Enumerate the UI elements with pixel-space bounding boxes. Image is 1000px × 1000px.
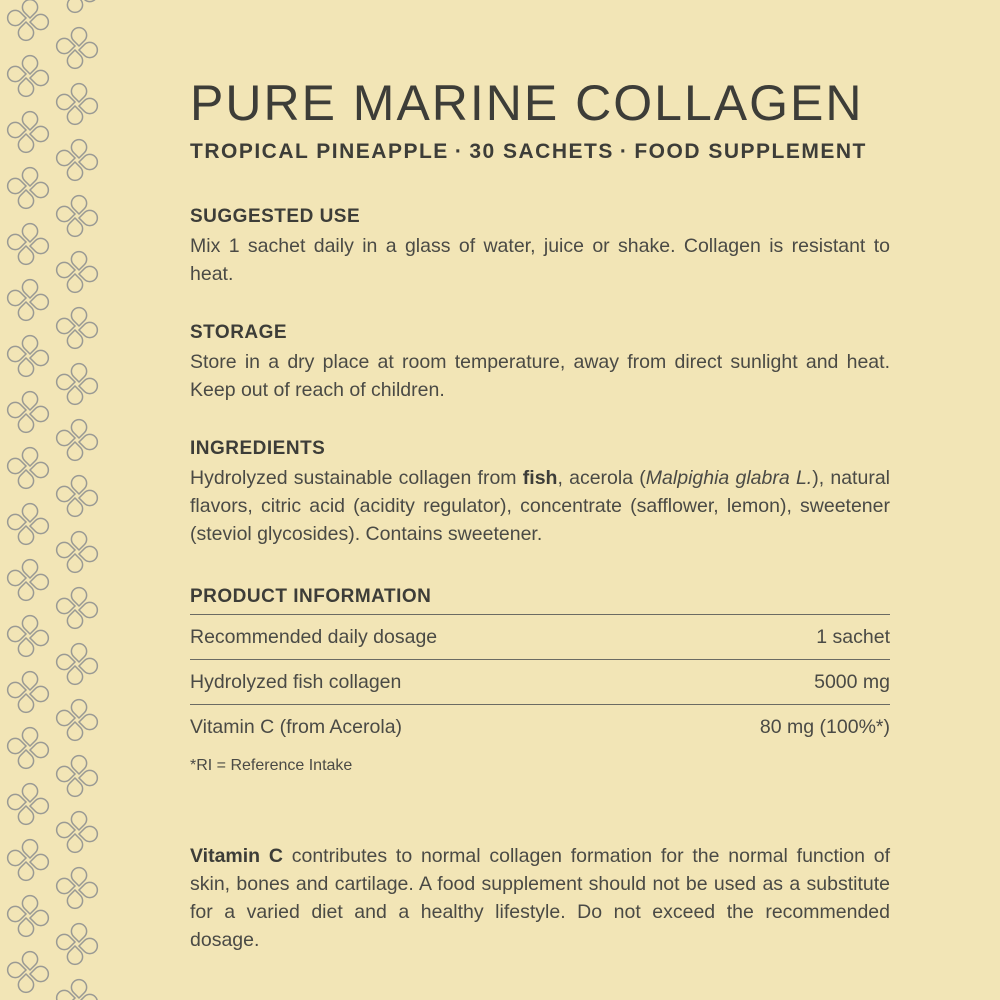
- suggested-use-heading: SUGGESTED USE: [190, 206, 361, 227]
- suggested-use-text: Mix 1 sachet daily in a glass of water, juice or shake. Collagen is resistant to heat.: [190, 235, 890, 285]
- pattern-motif-icon: [2, 442, 53, 493]
- storage-text: Store in a dry place at room temperature, away from direct sunlight and heat. Keep out of reach of children.: [190, 351, 890, 401]
- info-row: [190, 659, 890, 704]
- pattern-motif-icon: [51, 0, 102, 18]
- pattern-motif-icon: [51, 78, 102, 129]
- pattern-motif-icon: [2, 162, 53, 213]
- ingredients-text: [190, 464, 890, 548]
- pattern-motif-icon: [51, 694, 102, 745]
- product-information-section: [190, 586, 890, 775]
- pattern-motif-icon: [2, 778, 53, 829]
- latin-name: Malpighia glabra L.: [645, 467, 813, 489]
- info-row-value: 1 sachet: [816, 625, 890, 648]
- pattern-motif-icon: [51, 918, 102, 969]
- pattern-motif-icon: [2, 666, 53, 717]
- subtitle-separator: ·: [619, 140, 629, 163]
- pattern-motif-icon: [2, 722, 53, 773]
- closing-body: contributes to normal collagen formation for the normal function of skin, bones and cartilage. A food supplement should not be used as a substitute for a varied diet and a healthy lifestyle. Do not exceed the recommended dosage.: [190, 845, 891, 951]
- info-row: [190, 614, 890, 659]
- reference-intake-footnote: *RI = Reference Intake: [190, 757, 353, 774]
- ingredients-heading: INGREDIENTS: [190, 438, 326, 459]
- info-row-label: Hydrolyzed fish collagen: [190, 670, 402, 693]
- pattern-motif-icon: [2, 834, 53, 885]
- ingredients-text-middle: , acerola (: [557, 467, 646, 489]
- vitamin-c-lead: Vitamin C: [190, 845, 283, 867]
- pattern-motif-icon: [51, 414, 102, 465]
- subtitle-separator: ·: [454, 140, 464, 163]
- pattern-motif-icon: [51, 190, 102, 241]
- pattern-motif-icon: [2, 554, 53, 605]
- pattern-motif-icon: [51, 582, 102, 633]
- info-row: [190, 704, 890, 749]
- pattern-motif-icon: [51, 806, 102, 857]
- pattern-motif-icon: [51, 638, 102, 689]
- label-content: [190, 75, 890, 775]
- pattern-motif-icon: [51, 470, 102, 521]
- pattern-motif-icon: [51, 974, 102, 1000]
- flavor-label: TROPICAL PINEAPPLE: [190, 140, 449, 163]
- suggested-use-section: [190, 206, 890, 288]
- category-label: FOOD SUPPLEMENT: [634, 140, 867, 163]
- ingredients-text-start: Hydrolyzed sustainable collagen from: [190, 467, 523, 489]
- pattern-motif-icon: [51, 750, 102, 801]
- pattern-motif-icon: [2, 50, 53, 101]
- pattern-motif-icon: [2, 274, 53, 325]
- decorative-pattern: [0, 0, 105, 1000]
- pattern-motif-icon: [2, 0, 53, 46]
- pattern-motif-icon: [2, 890, 53, 941]
- ingredients-section: [190, 438, 890, 548]
- info-row-value: 80 mg (100%*): [759, 715, 890, 738]
- pattern-motif-icon: [51, 134, 102, 185]
- pattern-motif-icon: [2, 330, 53, 381]
- ingredients-text-end: ), natural flavors, citric acid (acidity regulator), concentrate (safflower, lemon), sweetener (steviol glycosides). Contains sweetener.: [190, 467, 890, 545]
- info-row-label: Vitamin C (from Acerola): [190, 715, 403, 738]
- pattern-motif-icon: [2, 386, 53, 437]
- pattern-motif-icon: [51, 358, 102, 409]
- pattern-motif-icon: [2, 106, 53, 157]
- storage-heading: STORAGE: [190, 322, 288, 343]
- info-row-label: Recommended daily dosage: [190, 625, 438, 648]
- pattern-motif-icon: [2, 498, 53, 549]
- pattern-motif-icon: [51, 22, 102, 73]
- quantity-label: 30 SACHETS: [469, 140, 614, 163]
- closing-text: [190, 842, 890, 954]
- allergen-fish: fish: [522, 467, 558, 489]
- product-information-heading: PRODUCT INFORMATION: [190, 586, 432, 607]
- storage-section: [190, 322, 890, 404]
- pattern-motif-icon: [2, 610, 53, 661]
- closing-statement: [190, 842, 890, 954]
- pattern-motif-icon: [2, 946, 53, 997]
- product-title: PURE MARINE COLLAGEN: [190, 75, 864, 131]
- info-row-value: 5000 mg: [814, 670, 890, 693]
- product-subtitle: [190, 140, 890, 164]
- pattern-motif-icon: [51, 862, 102, 913]
- pattern-motif-icon: [2, 218, 53, 269]
- pattern-motif-icon: [51, 526, 102, 577]
- pattern-motif-icon: [51, 302, 102, 353]
- pattern-motif-icon: [51, 246, 102, 297]
